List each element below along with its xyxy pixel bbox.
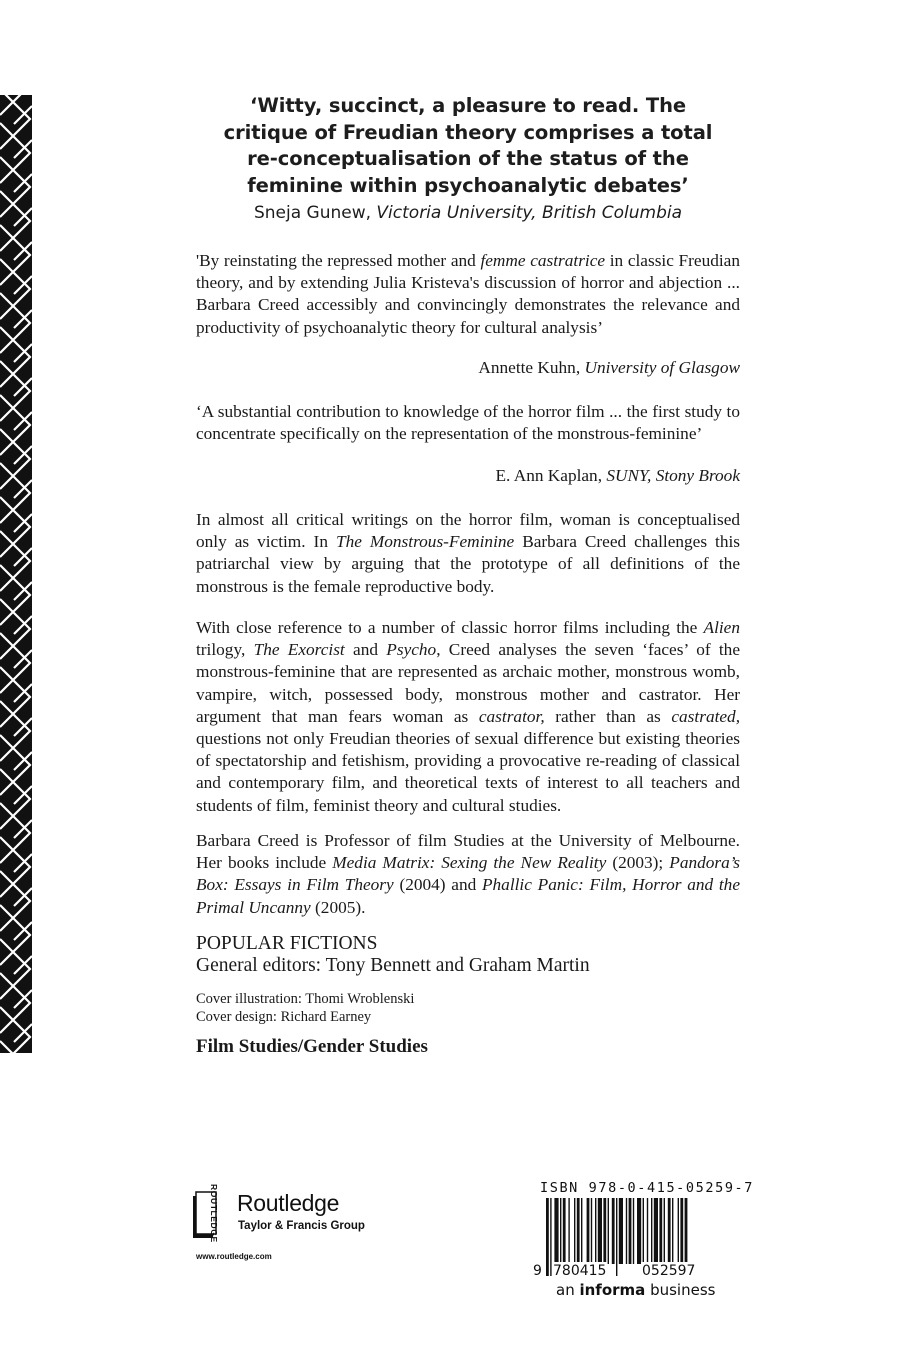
film-title: The Exorcist <box>253 640 345 660</box>
zigzag-pattern-icon <box>0 95 32 1053</box>
series-info <box>196 933 590 977</box>
blurb-paragraph-1 <box>196 509 740 598</box>
book-title: Media Matrix: Sexing the New Reality <box>332 853 607 873</box>
attribution-affiliation: Stony Brook <box>655 466 740 485</box>
barcode-digits-right: 052597 <box>642 1263 696 1279</box>
author-bio <box>196 830 740 919</box>
emphasis: castrated, <box>671 706 741 726</box>
quote-italic: femme castratrice <box>480 251 606 270</box>
series-editors: General editors: Tony Bennett and Graham Martin <box>196 955 590 976</box>
quote-kuhn <box>196 250 740 339</box>
barcode-digits-left: 780415 <box>553 1263 607 1279</box>
bio-text: (2005). <box>315 897 366 917</box>
quote-kaplan <box>196 401 740 445</box>
routledge-logo <box>193 1184 383 1244</box>
film-title: Psycho <box>386 640 437 660</box>
headline-line: ‘Witty, succinct, a pleasure to read. The <box>250 94 686 117</box>
informa-post: business <box>650 1281 716 1299</box>
blurb-text: Barbara Creed challenges this patriarchal view by arguing that the prototype of all definitions of the monstrous is the female reproductive body. <box>196 532 741 596</box>
blurb-text: and <box>353 640 378 660</box>
informa-brand: informa <box>579 1281 646 1299</box>
blurb-text: With close reference to a number of classic horror films including the <box>196 618 698 637</box>
cover-illustration-credit: Cover illustration: Thomi Wroblenski <box>196 991 415 1007</box>
bio-text: (2003); <box>612 853 664 873</box>
attribution-author: E. Ann Kaplan, <box>495 466 603 485</box>
blurb-text: rather than as <box>555 706 661 726</box>
subject-category: Film Studies/Gender Studies <box>196 1036 428 1057</box>
blurb-text: In almost all critical writings on the horror film, woman is conceptualised only as victim. In <box>196 510 740 552</box>
book-title: Phallic Panic: Film, Horror and the Primal Uncanny <box>196 875 740 917</box>
attribution-affiliation: University of Glasgow <box>584 358 740 377</box>
spine-pattern <box>0 95 32 1053</box>
quote-text: ‘A substantial contribution to knowledge of the horror film ... the first study to concentrate specifically on the representation of the monstrous-feminine’ <box>196 402 740 444</box>
bio-text: Barbara Creed is Professor of film Studies at the University of Melbourne. Her books include <box>196 831 740 873</box>
quote-kaplan-attribution <box>196 465 740 487</box>
attribution-author: Sneja Gunew, <box>253 203 372 223</box>
blurb-text: questions not only Freudian theories of sexual difference but existing theories of spectatorship and fetishism, providing a provocative re-reading of classical and contemporary film, and theoretical texts of interest to all teachers and students of film, feminist theory and cultural studies. <box>196 729 740 815</box>
blurb-paragraph-2 <box>196 617 740 817</box>
routledge-mark-text: ROUTLEDGE <box>209 1184 219 1243</box>
headline-line: critique of Freudian theory comprises a total <box>223 120 713 144</box>
barcode-digit-first: 9 <box>533 1263 542 1279</box>
book-title: The Monstrous-Feminine <box>335 532 515 552</box>
quote-kuhn-attribution <box>196 357 740 379</box>
headline-attribution <box>196 203 740 223</box>
informa-pre: an <box>556 1281 575 1299</box>
isbn-label: ISBN 978-0-415-05259-7 <box>540 1180 755 1196</box>
emphasis: castrator, <box>478 706 545 726</box>
quote-text: in classic Freudian theory, and by extending Julia Kristeva's discussion of horror and abjection ... Barbara Creed accessibly and convincingly demonstrates the relevance and productivity of psychoanalytic theory for cultural analysis’ <box>196 251 740 337</box>
quote-text: 'By reinstating the repressed mother and <box>196 251 476 270</box>
routledge-mark-icon <box>193 1184 223 1243</box>
film-title: Alien <box>703 618 740 637</box>
headline-quote <box>196 93 740 199</box>
attribution-affiliation: SUNY, <box>606 466 652 485</box>
attribution-author: Annette Kuhn, <box>478 358 581 377</box>
bio-text: (2004) and <box>399 875 477 895</box>
book-title: Pandora’s Box: Essays in Film Theory <box>196 853 741 895</box>
publisher-group: Taylor & Francis Group <box>238 1220 365 1232</box>
headline-line: feminine within psychoanalytic debates’ <box>247 173 689 197</box>
informa-tagline <box>556 1281 715 1299</box>
series-name: POPULAR FICTIONS <box>196 933 378 954</box>
barcode-digits <box>532 1262 740 1282</box>
publisher-name: Routledge <box>237 1190 340 1216</box>
headline-line: re-conceptualisation of the status of the <box>247 147 689 170</box>
cover-design-credit: Cover design: Richard Earney <box>196 1009 372 1025</box>
publisher-website[interactable]: www.routledge.com <box>196 1252 272 1261</box>
blurb-text: , Creed analyses the seven ‘faces’ of the monstrous-feminine that are represented as archaic mother, monstrous womb, vampire, witch, possessed body, monstrous mother and castrator. Her argument that man fears woman as <box>196 640 740 726</box>
cover-credits <box>196 990 414 1026</box>
attribution-affiliation: Victoria University, British Columbia <box>376 203 683 223</box>
blurb-text: trilogy, <box>196 640 246 660</box>
